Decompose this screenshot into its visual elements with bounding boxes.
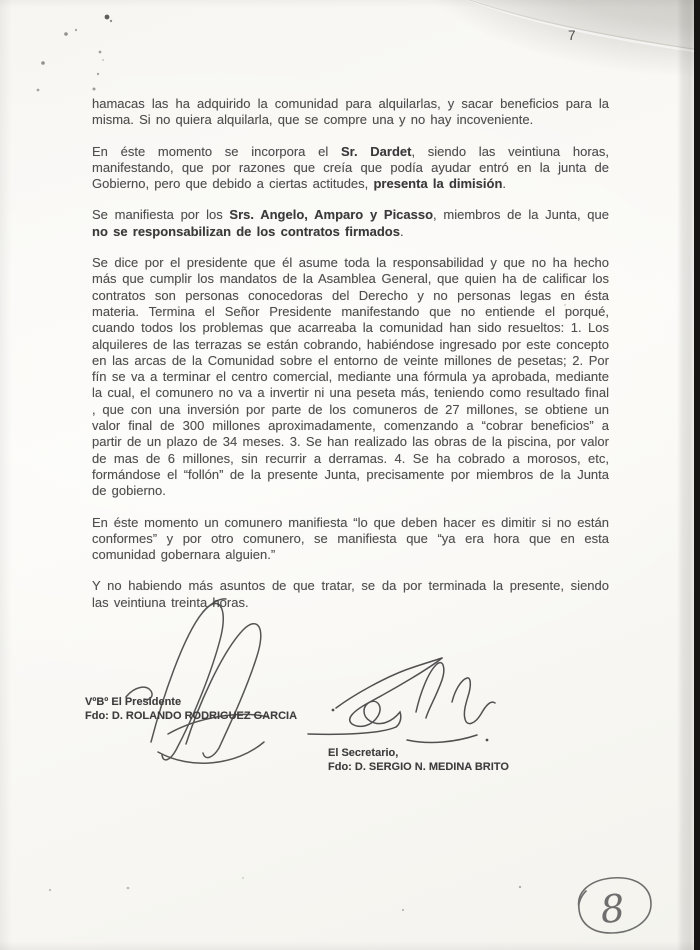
secretary-name: Fdo: D. SERGIO N. MEDINA BRITO (328, 760, 509, 773)
document-body (92, 96, 609, 626)
handwritten-page-number-glyph: 8 (598, 885, 627, 933)
secretary-title: El Secretario, (328, 747, 399, 759)
paragraph: Se manifiesta por los Srs. Angelo, Amparo y Picasso, miembros de la Junta, que no se responsabilizan de los contratos firmados. (92, 207, 609, 239)
president-signature-block (85, 696, 297, 723)
paragraph: En éste momento un comunero manifiesta “lo que deben hacer es dimitir si no están conformes” y por otro comunero, se manifiesta que “ya era hora que en esta comunidad gobernara alguien.” (92, 514, 609, 563)
paragraph: hamacas las ha adquirido la comunidad para alquilarlas, y sacar beneficios para la misma. Si no quiera alquilarla, que se compre una y no hay incoveniente. (92, 96, 609, 128)
president-title: VºBº El Presidente (85, 696, 182, 708)
president-name: Fdo: D. ROLANDO RODRIGUEZ GARCIA (85, 709, 298, 722)
scan-page-edge-shadow (677, 0, 695, 950)
paragraph: Y no habiendo más asuntos de que tratar, se da por terminada la presente, siendo las veintiuna treinta horas. (92, 578, 609, 610)
printed-page-number: 7 (568, 28, 577, 43)
paragraph: Se dice por el presidente que él asume toda la responsabilidad y que no ha hecho más que cumplir los mandatos de la Asamblea General, que quien ha de calificar los contratos son personas conocedoras del Derecho y no personas legas en ésta materia. Termina el Señor Presidente manifestando que no entiende el porqué, cuando todos los problemas que acarreaba la comunidad han sido resueltos: 1. Los alquileres de las terrazas se están cobrando, habiéndose ingresado por este concepto en las arcas de la Comunidad sobre el entorno de veinte millones de pesetas; 2. Por fín se va a terminar el centro comercial, mediante una fórmula ya aprobada, mediante la cual, el comunero no va a invertir ni una peseta más, teniendo como resultado final , que con una inversión por parte de los comuneros de 27 millones, se obtiene un valor final de 300 millones aproximadamente, comenzando a “cobrar beneficios” a partir de un plazo de 34 meses. 3. Se han realizado las obras de la piscina, por valor de mas de 6 millones, sin recurrir a derramas. 4. Se ha cobrado a morosos, etc, formándose el “follón” de la presente Junta, precisamente por miembros de la Junta de gobierno. (92, 255, 609, 499)
paragraph: En éste momento se incorpora el Sr. Dardet, siendo las veintiuna horas, manifestando, que por razones que creía que podía ayudar entró en la junta de Gobierno, pero que debido a ciertas actitudes, presenta la dimisión. (92, 143, 610, 192)
scan-background-edge (694, 0, 700, 950)
secretary-signature-block (328, 747, 509, 774)
